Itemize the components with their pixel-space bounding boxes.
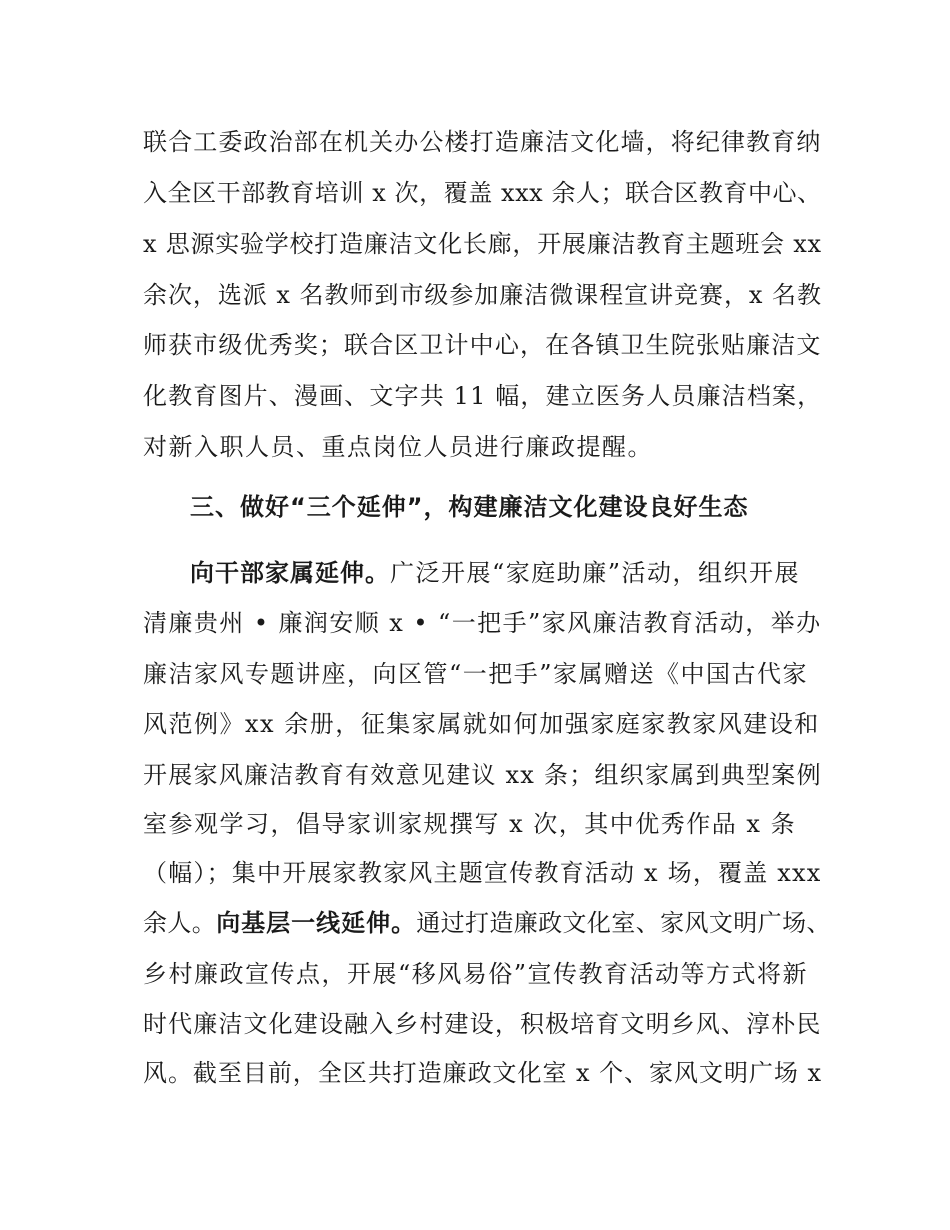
line-start-text: 余人。 (143, 909, 217, 937)
section-heading: 三、做好“三个延伸”，构建廉洁文化建设良好生态 (190, 493, 749, 521)
paragraph-line: 风范例》xx 余册，征集家属就如何加强家庭家教家风建设和 (143, 710, 820, 738)
paragraph-line (190, 556, 800, 590)
paragraph-line: 余次，选派 x 名教师到市级参加廉洁微课程宣讲竞赛，x 名教 (143, 281, 822, 309)
paragraph-line: 师获市级优秀奖；联合区卫计中心，在各镇卫生院张贴廉洁文 (143, 331, 822, 359)
paragraph-line: （幅）；集中开展家教家风主题宣传教育活动 x 场，覆盖 xxx (143, 859, 822, 887)
paragraph-line: 时代廉洁文化建设融入乡村建设，积极培育文明乡风、淳朴民 (143, 1010, 822, 1038)
lead-text: 广泛开展“家庭助廉”活动，组织开展 (390, 559, 801, 587)
paragraph-line (143, 906, 831, 940)
paragraph-line: 化教育图片、漫画、文字共 11 幅，建立医务人员廉洁档案， (143, 382, 823, 410)
paragraph-line: 风。截至目前，全区共打造廉政文化室 x 个、家风文明广场 x (143, 1059, 822, 1087)
paragraph-line: 廉洁家风专题讲座，向区管“一把手”家属赠送《中国古代家 (143, 660, 809, 688)
paragraph-line: 乡村廉政宣传点，开展“移风易俗”宣传教育活动等方式将新 (143, 960, 809, 988)
line-rest-text: 通过打造廉政文化室、家风文明广场、 (416, 909, 831, 937)
paragraph-line: 室参观学习，倡导家训家规撰写 x 次，其中优秀作品 x 条 (143, 810, 797, 838)
paragraph-line: 开展家风廉洁教育有效意见建议 xx 条；组织家属到典型案例 (143, 761, 822, 789)
paragraph-line: 入全区干部教育培训 x 次，覆盖 xxx 余人；联合区教育中心、 (143, 179, 822, 207)
second-title: 向基层一线延伸。 (216, 909, 417, 937)
lead-title: 向干部家属延伸。 (190, 559, 390, 587)
paragraph-line: 清廉贵州 • 廉润安顺 x • “一把手”家风廉洁教育活动，举办 (143, 609, 822, 637)
paragraph-line: x 思源实验学校打造廉洁文化长廊，开展廉洁教育主题班会 xx (143, 230, 822, 258)
paragraph-line: 联合工委政治部在机关办公楼打造廉洁文化墙，将纪律教育纳 (143, 128, 822, 156)
paragraph-line: 对新入职人员、重点岗位人员进行廉政提醒。 (143, 433, 653, 461)
